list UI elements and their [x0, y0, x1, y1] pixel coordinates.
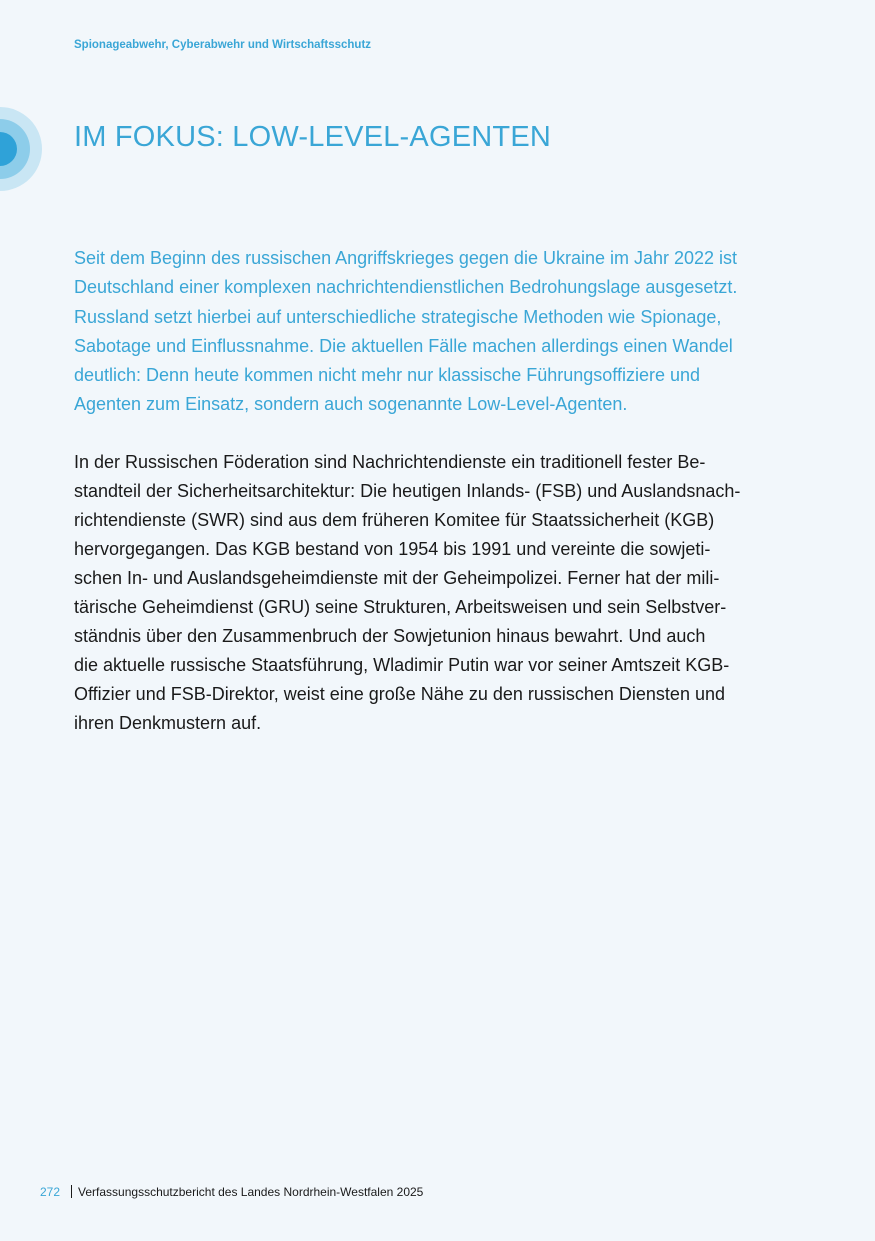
- body-line: ihren Denkmustern auf.: [74, 713, 262, 733]
- lead-line: deutlich: Denn heute kommen nicht mehr nur klassische Führungsoffiziere und: [74, 365, 701, 386]
- body-line: ständnis über den Zusammenbruch der Sowjetunion hinaus bewahrt. Und auch: [74, 626, 706, 646]
- lead-paragraph: [74, 244, 814, 420]
- body-line: schen In- und Auslandsgeheimdienste mit der Geheimpolizei. Ferner hat der mili-: [74, 568, 720, 588]
- body-line: Offizier und FSB-Direktor, weist eine große Nähe zu den russischen Diensten und: [74, 684, 725, 704]
- body-line: standteil der Sicherheitsarchitektur: Die heutigen Inlands- (FSB) und Auslandsnach-: [74, 481, 741, 501]
- lead-line: Deutschland einer komplexen nachrichtendienstlichen Bedrohungslage ausgesetzt.: [74, 277, 738, 298]
- body-line: tärische Geheimdienst (GRU) seine Strukturen, Arbeitsweisen und sein Selbstver-: [74, 597, 727, 617]
- body-line: hervorgegangen. Das KGB bestand von 1954 bis 1991 und vereinte die sowjeti-: [74, 539, 711, 559]
- body-line: In der Russischen Föderation sind Nachrichtendienste ein traditionell fester Be-: [74, 452, 706, 472]
- lead-line: Seit dem Beginn des russischen Angriffskrieges gegen die Ukraine im Jahr 2022 ist: [74, 248, 738, 268]
- lead-line: Agenten zum Einsatz, sondern auch sogenannte Low-Level-Agenten.: [74, 394, 628, 415]
- body-line: die aktuelle russische Staatsführung, Wladimir Putin war vor seiner Amtszeit KGB-: [74, 655, 730, 675]
- page-number: 272: [40, 1185, 61, 1199]
- lead-line: Russland setzt hierbei auf unterschiedliche strategische Methoden wie Spionage,: [74, 306, 722, 327]
- lead-line: Sabotage und Einflussnahme. Die aktuellen Fälle machen allerdings einen Wandel: [74, 335, 733, 356]
- body-paragraph: [74, 448, 814, 738]
- page-title: IM FOKUS: LOW-LEVEL-AGENTEN: [74, 121, 552, 153]
- footer-divider: [71, 1185, 72, 1198]
- running-header: Spionageabwehr, Cyberabwehr und Wirtschaftsschutz: [74, 39, 372, 51]
- body-line: richtendienste (SWR) sind aus dem früheren Komitee für Staatssicherheit (KGB): [74, 510, 715, 530]
- page-footer: [40, 1185, 423, 1199]
- concentric-circles-icon: [0, 107, 42, 191]
- publication-title: Verfassungsschutzbericht des Landes Nordrhein-Westfalen 2025: [78, 1185, 424, 1199]
